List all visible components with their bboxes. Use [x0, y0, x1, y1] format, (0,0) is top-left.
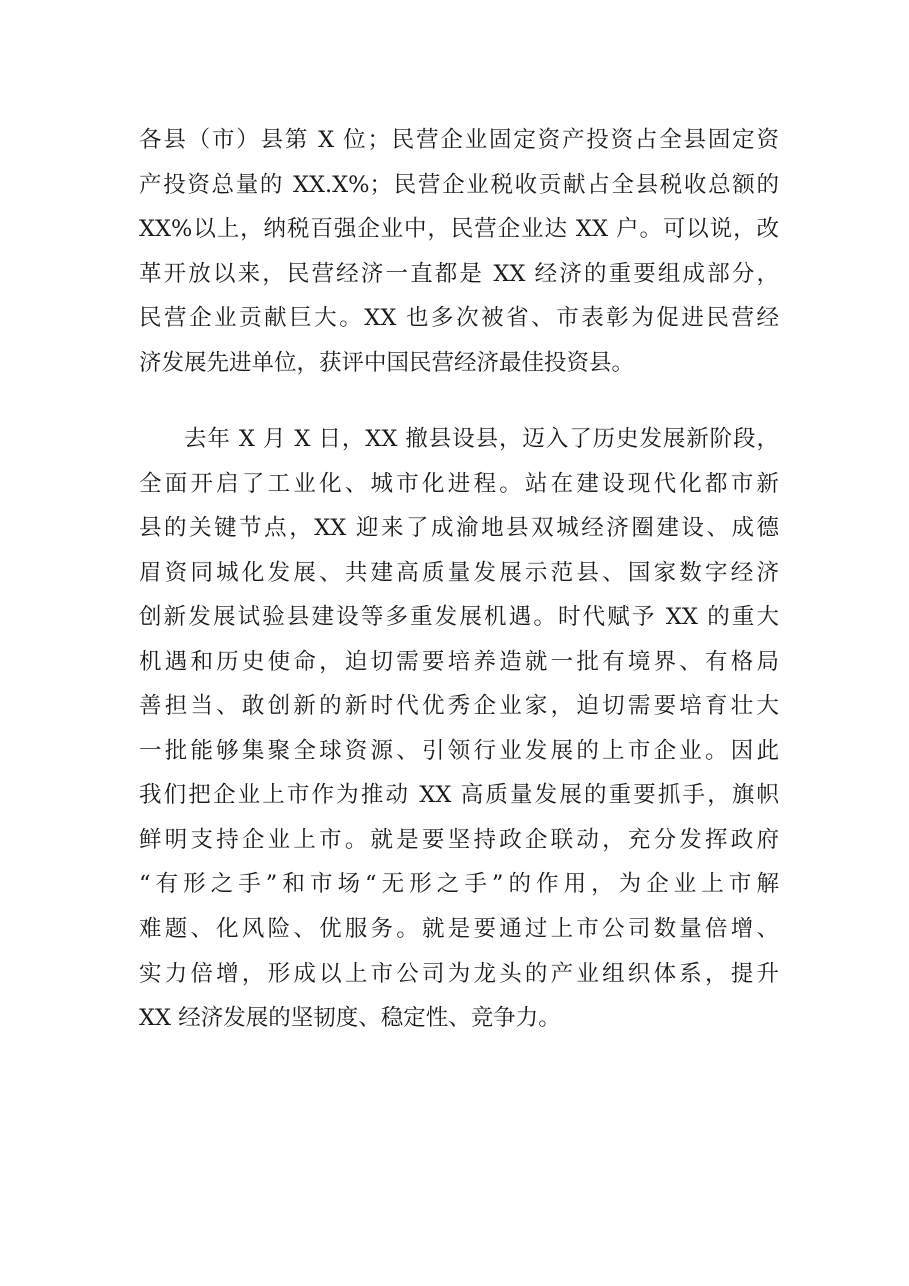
- paragraph-line: “有形之手”和市场“无形之手”的作用，为企业上市解: [139, 871, 779, 898]
- paragraph-line: XX 经济发展的坚韧度、稳定性、竞争力。: [139, 1005, 561, 1032]
- paragraph-line: 善担当、敢创新的新时代优秀企业家，迫切需要培育壮大: [139, 693, 779, 720]
- paragraph-line: 产投资总量的 XX.X%；民营企业税收贡献占全县税收总额的: [139, 171, 779, 198]
- paragraph-line: 一批能够集聚全球资源、引领行业发展的上市企业。因此: [139, 737, 779, 764]
- paragraph-line: 机遇和历史使命，迫切需要培养造就一批有境界、有格局: [139, 648, 779, 675]
- paragraph-line: 我们把企业上市作为推动 XX 高质量发展的重要抓手，旗帜: [139, 782, 779, 809]
- paragraph-line: 济发展先进单位，获评中国民营经济最佳投资县。: [139, 349, 635, 376]
- paragraph-line: 各县（市）县第 X 位；民营企业固定资产投资占全县固定资: [139, 127, 779, 153]
- paragraph-1: [139, 118, 779, 385]
- paragraph-line: 实力倍增，形成以上市公司为龙头的产业组织体系，提升: [139, 960, 779, 987]
- paragraph-line: 眉资同城化发展、共建高质量发展示范县、国家数字经济: [139, 559, 779, 586]
- paragraph-line: 难题、化风险、优服务。就是要通过上市公司数量倍增、: [139, 916, 779, 943]
- paragraph-line: XX%以上，纳税百强企业中，民营企业达 XX 户。可以说，改: [139, 216, 779, 243]
- paragraph-line: 县的关键节点，XX 迎来了成渝地县双城经济圈建设、成德: [139, 515, 779, 542]
- paragraph-line-indented: 去年 X 月 X 日，XX 撤县设县，迈入了历史发展新阶段，: [184, 426, 779, 452]
- paragraph-line: 鲜明支持企业上市。就是要坚持政企联动，充分发挥政府: [139, 826, 779, 853]
- paragraph-line: 民营企业贡献巨大。XX 也多次被省、市表彰为促进民营经: [139, 305, 779, 332]
- paragraph-line: 全面开启了工业化、城市化进程。站在建设现代化都市新: [139, 470, 779, 497]
- paragraph-2: [139, 417, 779, 1041]
- paragraph-line: 革开放以来，民营经济一直都是 XX 经济的重要组成部分，: [139, 260, 779, 287]
- paragraph-line: 创新发展试验县建设等多重发展机遇。时代赋予 XX 的重大: [139, 604, 779, 631]
